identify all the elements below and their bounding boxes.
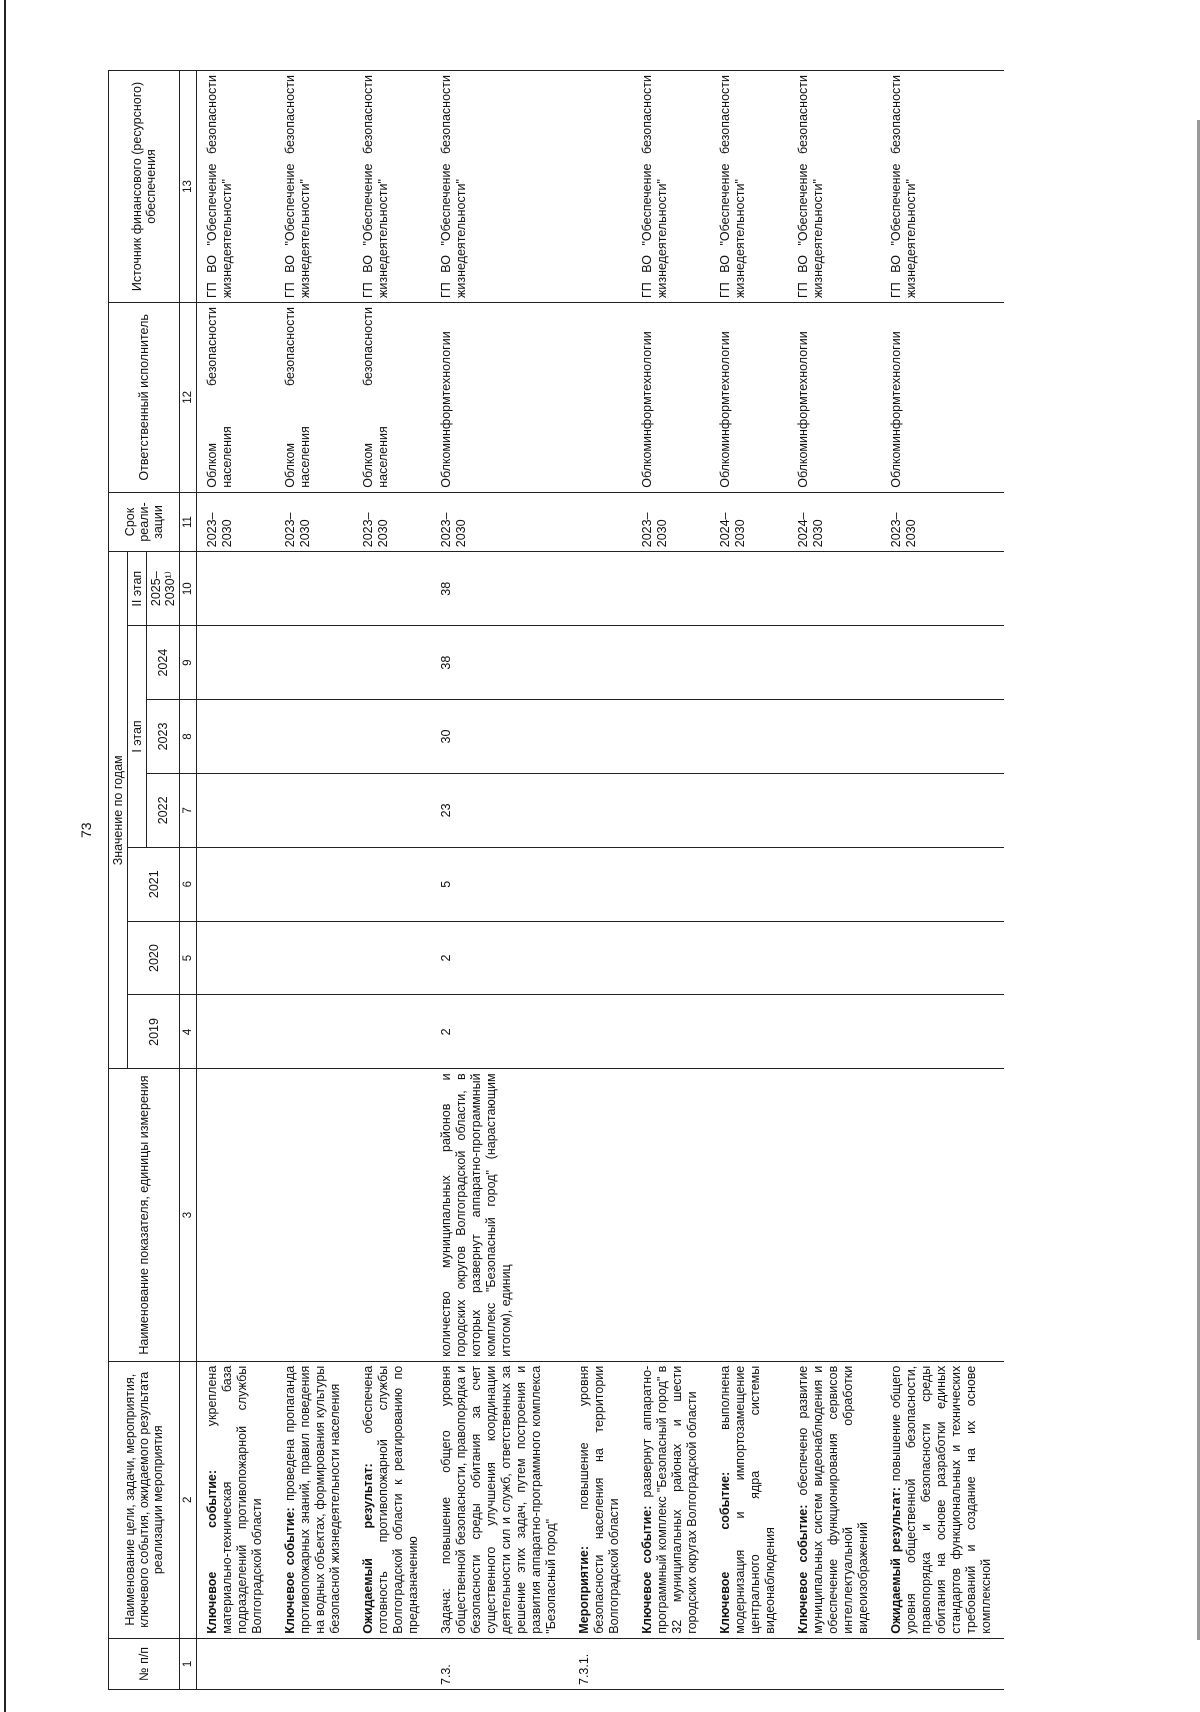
cell-indicator — [353, 1069, 431, 1361]
cell-2019 — [569, 995, 632, 1069]
cell-2023 — [881, 700, 1004, 774]
cell-term: 2023– 2030 — [632, 492, 710, 552]
year-2019-header: 2019 — [128, 995, 180, 1069]
cell-2023 — [710, 700, 788, 774]
col-number: 1 — [180, 1638, 197, 1689]
cell-term: 2023– 2030 — [275, 492, 353, 552]
cell-2021 — [197, 847, 276, 921]
cell-indicator — [788, 1069, 881, 1361]
col-number: 7 — [180, 773, 197, 847]
cell-name — [431, 1361, 569, 1638]
cell-term: 2023– 2030 — [431, 492, 569, 552]
cell-2022 — [569, 773, 632, 847]
cell-2019 — [197, 995, 276, 1069]
cell-indicator — [275, 1069, 353, 1361]
col-number: 2 — [180, 1361, 197, 1638]
table-header — [109, 71, 197, 1690]
col-number: 10 — [180, 552, 197, 626]
cell-2025-2030 — [569, 552, 632, 626]
cell-2020: 2 — [431, 921, 569, 995]
col-number: 4 — [180, 995, 197, 1069]
cell-2025-2030 — [710, 552, 788, 626]
cell-2019 — [353, 995, 431, 1069]
cell-2021: 5 — [431, 847, 569, 921]
col-number: 9 — [180, 626, 197, 700]
year-2021-header: 2021 — [128, 847, 180, 921]
cell-2020 — [710, 921, 788, 995]
col-number: 12 — [180, 302, 197, 492]
cell-indicator — [197, 1069, 276, 1361]
cell-responsible: Облкоминформтехнологии — [632, 302, 710, 492]
cell-indicator — [881, 1069, 1004, 1361]
table-row — [353, 71, 431, 1690]
cell-2021 — [632, 847, 710, 921]
table-row — [632, 71, 710, 1690]
cell-label: Ключевое событие: — [718, 1471, 732, 1634]
col-number: 3 — [180, 1069, 197, 1361]
cell-name — [569, 1361, 632, 1638]
cell-source: ГП ВО "Обеспечение безопасности жизнедеятельности" — [881, 71, 1004, 303]
cell-text: укреплена материально-техническая база подразделений противопожарной службы Волгоградской области — [205, 1365, 264, 1634]
program-table — [108, 70, 1004, 1690]
cell-text: выполнена модернизация и импортозамещение центрального ядра системы видеонаблюдения — [718, 1365, 777, 1634]
cell-source: ГП ВО "Обеспечение безопасности жизнедеятельности" — [275, 71, 353, 303]
cell-indicator — [710, 1069, 788, 1361]
cell-text: обеспечена готовность противопожарной службы Волгоградской области к реагированию по предназначению — [361, 1365, 420, 1634]
cell-2020 — [197, 921, 276, 995]
column-numbers-row — [180, 71, 197, 1690]
cell-num — [710, 1638, 788, 1689]
cell-2020 — [788, 921, 881, 995]
cell-name — [275, 1361, 353, 1638]
cell-num — [275, 1638, 353, 1689]
cell-source — [569, 71, 632, 303]
year-2025-2030-header: 2025– 2030¹⁾ — [147, 552, 180, 626]
cell-2024 — [632, 626, 710, 700]
cell-2021 — [788, 847, 881, 921]
cell-2022 — [353, 773, 431, 847]
year-2022-header: 2022 — [147, 773, 180, 847]
table-body — [197, 71, 1005, 1690]
cell-term — [569, 492, 632, 552]
cell-responsible: Облком безопасности населения — [197, 302, 276, 492]
cell-name — [710, 1361, 788, 1638]
cell-2020 — [632, 921, 710, 995]
page-number: 73 — [78, 822, 94, 838]
cell-2024 — [197, 626, 276, 700]
cell-term: 2023– 2030 — [197, 492, 276, 552]
cell-2025-2030 — [275, 552, 353, 626]
cell-2025-2030 — [788, 552, 881, 626]
cell-responsible: Облком безопасности населения — [353, 302, 431, 492]
cell-term: 2024– 2030 — [710, 492, 788, 552]
cell-2023: 30 — [431, 700, 569, 774]
cell-2022 — [275, 773, 353, 847]
cell-2024: 38 — [431, 626, 569, 700]
cell-2020 — [569, 921, 632, 995]
year-2023-header: 2023 — [147, 700, 180, 774]
cell-name — [788, 1361, 881, 1638]
cell-2021 — [710, 847, 788, 921]
cell-2022 — [632, 773, 710, 847]
cell-responsible: Облкоминформтехнологии — [431, 302, 569, 492]
cell-2019 — [632, 995, 710, 1069]
cell-num — [632, 1638, 710, 1689]
stage-1-header: I этап — [128, 626, 147, 848]
cell-label: Ожидаемый результат: — [889, 1487, 903, 1634]
table-row — [788, 71, 881, 1690]
cell-text: проведена пропаганда противопожарных знаний, правил поведения на водных объектах, формирования культуры безопасной жизнедеятельности населения — [283, 1365, 342, 1634]
cell-label: Ключевое событие: — [283, 1507, 297, 1634]
cell-name — [881, 1361, 1004, 1638]
cell-2025-2030 — [353, 552, 431, 626]
cell-2019: 2 — [431, 995, 569, 1069]
cell-2019 — [710, 995, 788, 1069]
cell-2021 — [881, 847, 1004, 921]
cell-label: Ключевое событие: — [640, 1505, 654, 1634]
cell-2023 — [788, 700, 881, 774]
page-edge — [4, 0, 6, 1712]
cell-responsible: Облкоминформтехнологии — [788, 302, 881, 492]
cell-term: 2024– 2030 — [788, 492, 881, 552]
cell-num — [197, 1638, 276, 1689]
cell-2019 — [275, 995, 353, 1069]
year-2020-header: 2020 — [128, 921, 180, 995]
cell-2020 — [881, 921, 1004, 995]
col-indicator-header: Наименование показателя, единицы измерения — [109, 1069, 180, 1361]
cell-label: Ключевое событие: — [205, 1469, 219, 1634]
cell-text: развернут аппаратно-программный комплекс "Безопасный город" в 32 муниципальных районах и шести городских округах Волгоградской области — [640, 1365, 699, 1634]
cell-source: ГП ВО "Обеспечение безопасности жизнедеятельности" — [632, 71, 710, 303]
col-term-header: Срок реали- зации — [109, 492, 180, 552]
cell-indicator: количество муниципальных районов и городских округов Волгоградской области, в которых развернут аппаратно-программный комплекс "Безопасный город" (нарастающим итогом), единиц — [431, 1069, 569, 1361]
cell-num — [353, 1638, 431, 1689]
cell-label: Ключевое событие: — [796, 1504, 810, 1634]
cell-num — [788, 1638, 881, 1689]
col-name-header: Наименование цели, задачи, мероприятия, ключевого события, ожидаемого результата реализации мероприятия — [109, 1361, 180, 1638]
cell-text: Задача: повышение общего уровня общественной безопасности, правопорядка и безопасности среды обитания за счет существенного улучшения координации деятельности сил и служб, ответственных за решение этих задач, путем построения и развития аппаратно-программного комплекса "Безопасный город" — [439, 1365, 558, 1634]
cell-term: 2023– 2030 — [881, 492, 1004, 552]
cell-responsible: Облком безопасности населения — [275, 302, 353, 492]
cell-text: повышение уровня безопасности населения на территории Волгоградской области — [577, 1365, 621, 1634]
cell-2022 — [788, 773, 881, 847]
cell-indicator — [632, 1069, 710, 1361]
cell-2024 — [788, 626, 881, 700]
cell-2024 — [569, 626, 632, 700]
col-number: 11 — [180, 492, 197, 552]
table-row — [881, 71, 1004, 1690]
cell-2021 — [353, 847, 431, 921]
cell-name — [197, 1361, 276, 1638]
cell-label: Мероприятие: — [577, 1545, 591, 1634]
cell-num: 7.3.1. — [569, 1638, 632, 1689]
cell-2023 — [275, 700, 353, 774]
cell-2022 — [197, 773, 276, 847]
cell-source: ГП ВО "Обеспечение безопасности жизнедеятельности" — [353, 71, 431, 303]
cell-2021 — [275, 847, 353, 921]
cell-responsible: Облкоминформтехнологии — [881, 302, 1004, 492]
cell-2024 — [353, 626, 431, 700]
cell-2024 — [275, 626, 353, 700]
cell-2025-2030: 38 — [431, 552, 569, 626]
cell-responsible: Облкоминформтехнологии — [710, 302, 788, 492]
cell-source: ГП ВО "Обеспечение безопасности жизнедеятельности" — [197, 71, 276, 303]
cell-num: 7.3. — [431, 1638, 569, 1689]
cell-2023 — [353, 700, 431, 774]
col-source-header: Источник финансового (ресурсного) обеспечения — [109, 71, 180, 303]
table-row — [710, 71, 788, 1690]
table-row — [431, 71, 569, 1690]
cell-num — [881, 1638, 1004, 1689]
cell-2023 — [569, 700, 632, 774]
col-number: 13 — [180, 71, 197, 303]
cell-2022 — [710, 773, 788, 847]
cell-term: 2023– 2030 — [353, 492, 431, 552]
cell-text: повышение общего уровня общественной безопасности, правопорядка и безопасности среды обитания на основе разработки единых стандартов функциональных и технических требований и создание на их основе комплексной — [889, 1365, 993, 1634]
cell-2025-2030 — [632, 552, 710, 626]
cell-indicator — [569, 1069, 632, 1361]
rotated-page — [108, 70, 1098, 1690]
table-row — [569, 71, 632, 1690]
cell-2025-2030 — [197, 552, 276, 626]
cell-name — [353, 1361, 431, 1638]
table-row — [197, 71, 276, 1690]
values-by-year-header: Значение по годам — [109, 552, 128, 1069]
cell-source: ГП ВО "Обеспечение безопасности жизнедеятельности" — [431, 71, 569, 303]
cell-2022 — [881, 773, 1004, 847]
cell-source: ГП ВО "Обеспечение безопасности жизнедеятельности" — [710, 71, 788, 303]
year-2024-header: 2024 — [147, 626, 180, 700]
cell-2019 — [881, 995, 1004, 1069]
table-row — [275, 71, 353, 1690]
cell-2020 — [275, 921, 353, 995]
cell-text: обеспечено развитие муниципальных систем видеонаблюдения и обеспечение функционирования сервисов интеллектуальной обработки видеоизображений — [796, 1365, 870, 1634]
cell-name — [632, 1361, 710, 1638]
stage-2-header: II этап — [128, 552, 147, 626]
cell-2023 — [632, 700, 710, 774]
col-responsible-header: Ответственный исполнитель — [109, 302, 180, 492]
cell-2024 — [881, 626, 1004, 700]
cell-source: ГП ВО "Обеспечение безопасности жизнедеятельности" — [788, 71, 881, 303]
col-number: 5 — [180, 921, 197, 995]
col-number: 8 — [180, 700, 197, 774]
cell-2019 — [788, 995, 881, 1069]
cell-2025-2030 — [881, 552, 1004, 626]
cell-label: Ожидаемый результат: — [361, 1463, 375, 1634]
cell-2022: 23 — [431, 773, 569, 847]
cell-2024 — [710, 626, 788, 700]
col-num-header: № п/п — [109, 1638, 180, 1689]
cell-2020 — [353, 921, 431, 995]
col-number: 6 — [180, 847, 197, 921]
cell-responsible — [569, 302, 632, 492]
cell-2021 — [569, 847, 632, 921]
cell-2023 — [197, 700, 276, 774]
